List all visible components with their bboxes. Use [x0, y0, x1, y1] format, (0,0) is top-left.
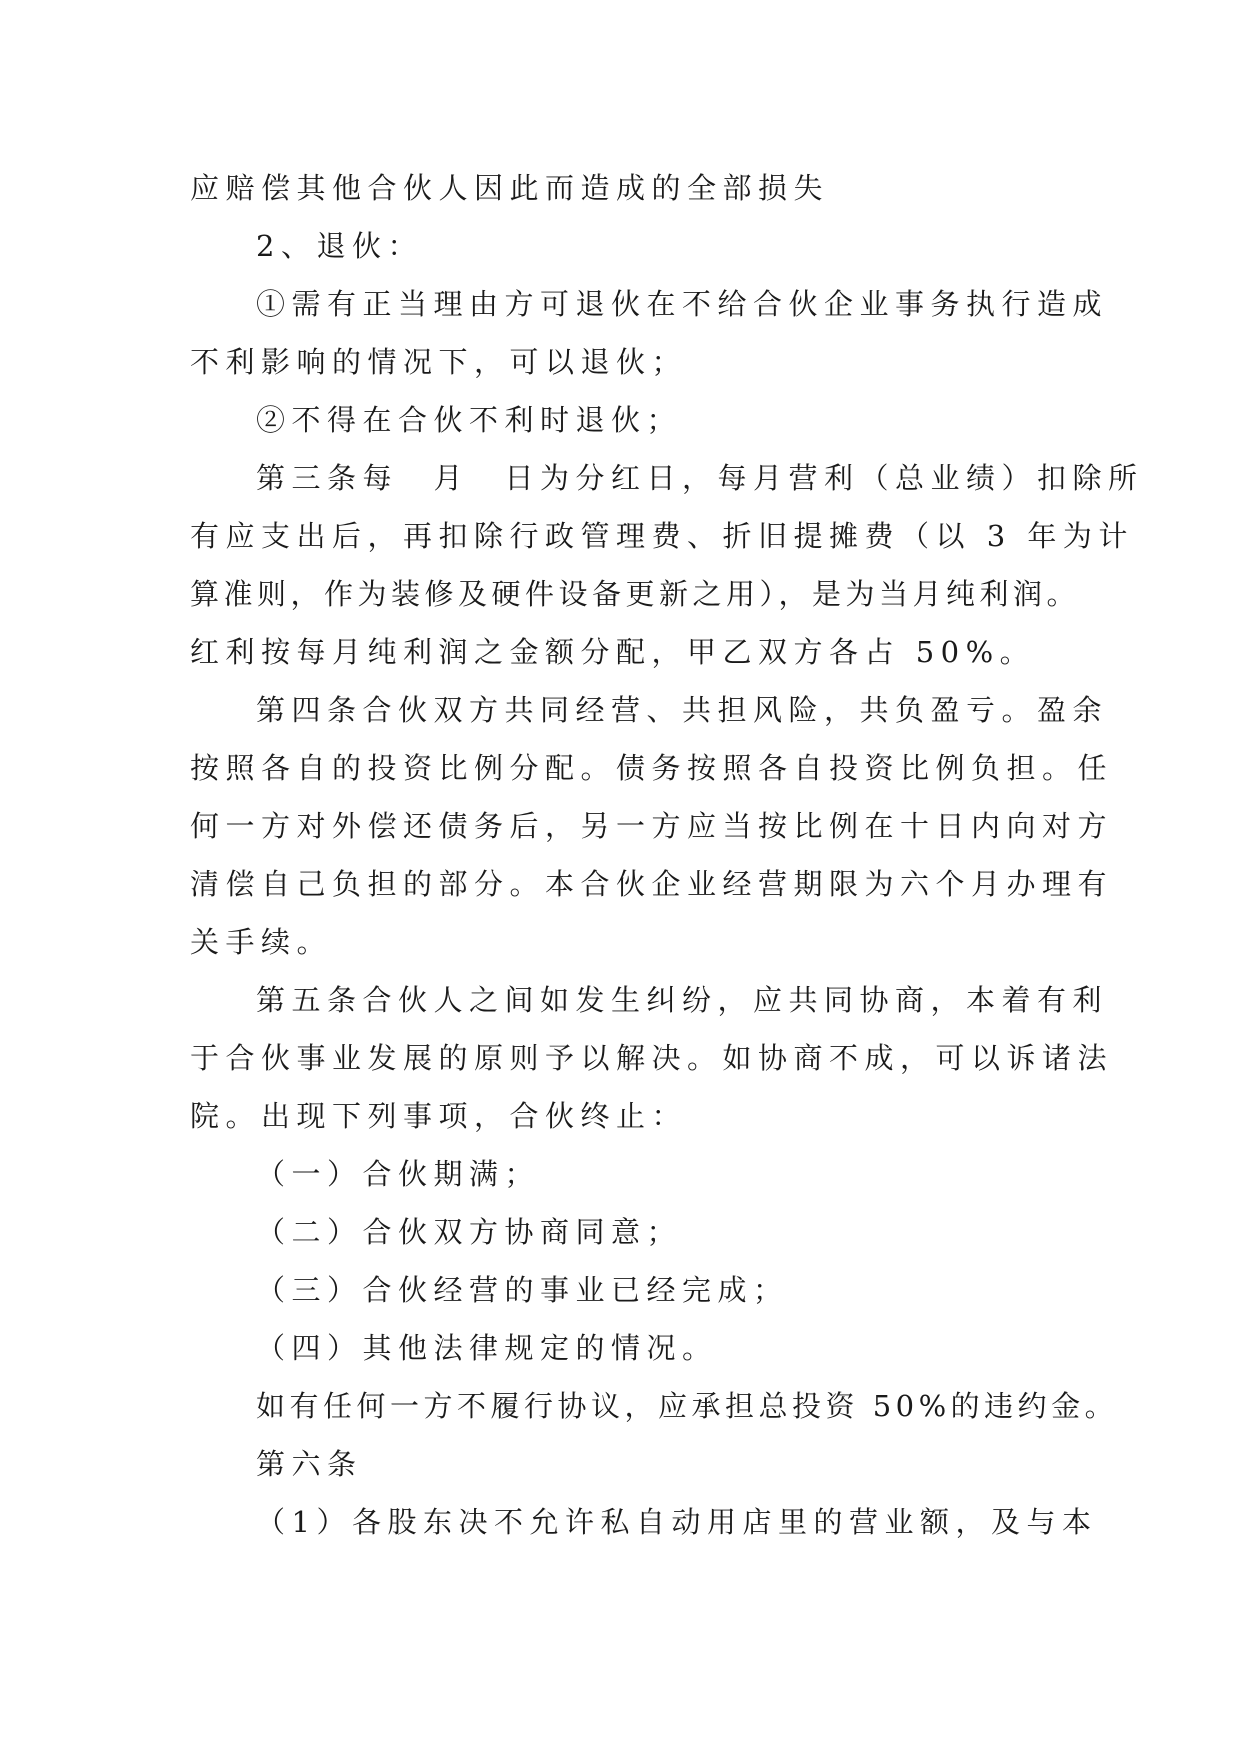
text-line: ②不得在合伙不利时退伙；: [256, 403, 683, 437]
list-item: （一）合伙期满；: [256, 1157, 541, 1191]
list-item: （四）其他法律规定的情况。: [256, 1331, 718, 1365]
text-line: 有应支出后，再扣除行政管理费、折旧提摊费（以 3 年为计: [190, 519, 1134, 553]
list-item: （二）合伙双方协商同意；: [256, 1215, 683, 1249]
text-line: 如有任何一方不履行协议，应承担总投资 50%的违约金。: [256, 1389, 1119, 1423]
list-item: （三）合伙经营的事业已经完成；: [256, 1273, 789, 1307]
text-line: 于合伙事业发展的原则予以解决。如协商不成，可以诉诸法: [190, 1041, 1114, 1075]
text-line: 红利按每月纯利润之金额分配，甲乙双方各占 50%。: [190, 635, 1036, 669]
text-line: 清偿自己负担的部分。本合伙企业经营期限为六个月办理有: [190, 867, 1114, 901]
section-heading: 第六条: [256, 1447, 363, 1481]
text-line: 不利影响的情况下，可以退伙；: [190, 345, 688, 379]
text-line: 2、退伙：: [256, 229, 423, 263]
text-line: （1）各股东决不允许私自动用店里的营业额，及与本: [256, 1505, 1098, 1539]
text-line: 算准则，作为装修及硬件设备更新之用），是为当月纯利润。: [190, 577, 1081, 611]
text-line: 第四条合伙双方共同经营、共担风险，共负盈亏。盈余: [256, 693, 1109, 727]
text-line: 第三条每 月 日为分红日，每月营利（总业绩）扣除所: [256, 461, 1144, 495]
text-line: 应赔偿其他合伙人因此而造成的全部损失: [190, 171, 830, 205]
text-line: 第五条合伙人之间如发生纠纷，应共同协商，本着有利: [256, 983, 1109, 1017]
text-line: 按照各自的投资比例分配。债务按照各自投资比例负担。任: [190, 751, 1114, 785]
text-line: 院。出现下列事项，合伙终止：: [190, 1099, 688, 1133]
text-line: 关手续。: [190, 925, 333, 959]
text-line: 何一方对外偿还债务后，另一方应当按比例在十日内向对方: [190, 809, 1114, 843]
text-line: ①需有正当理由方可退伙在不给合伙企业事务执行造成: [256, 287, 1109, 321]
